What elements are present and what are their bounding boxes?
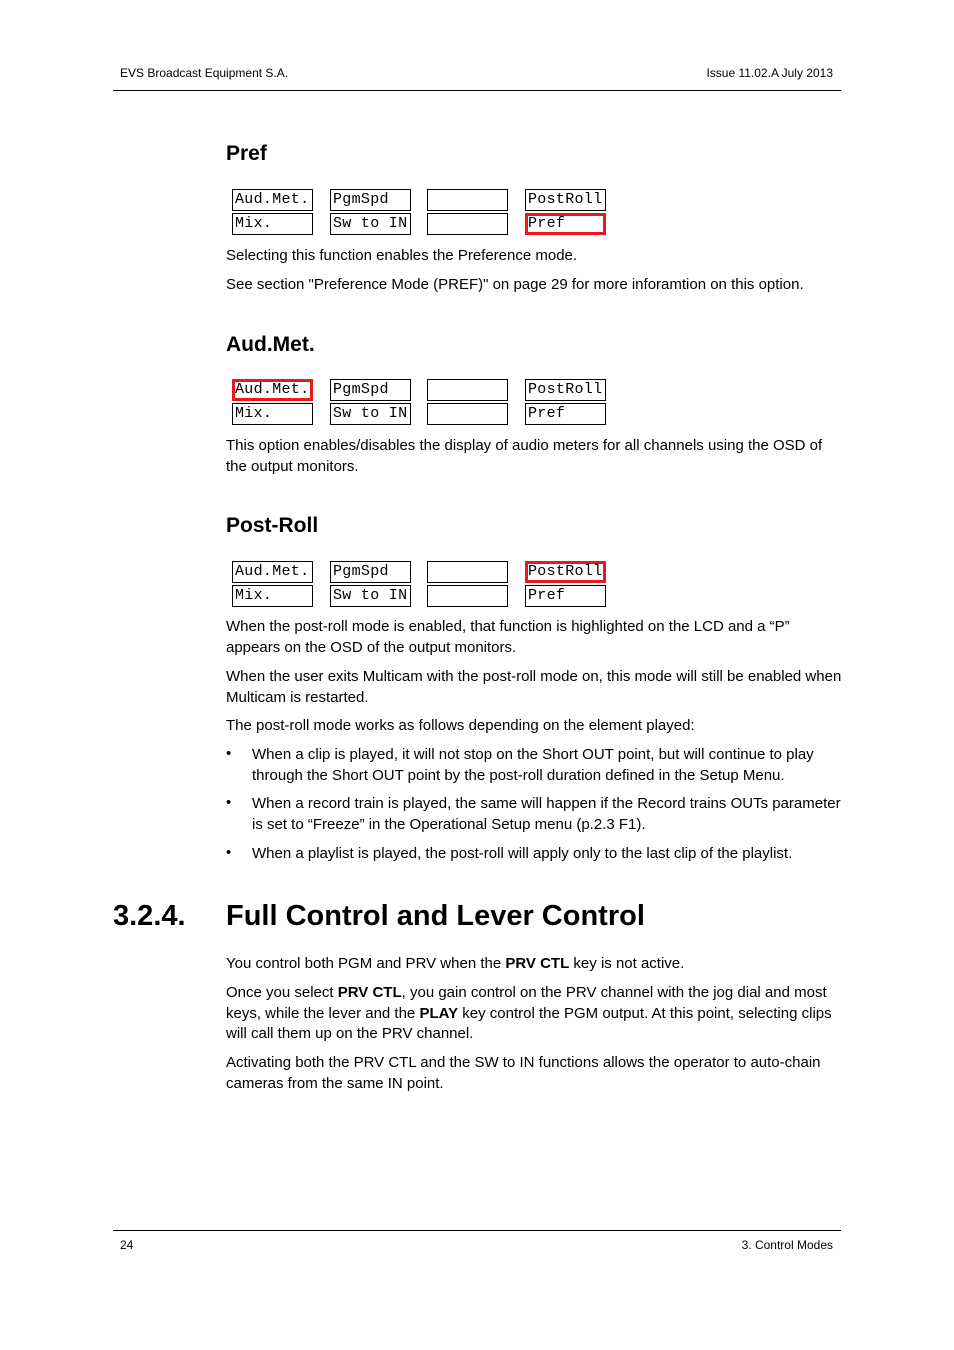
footer-chapter: 3. Control Modes <box>741 1238 833 1252</box>
pref-paragraph-1: Selecting this function enables the Preference mode. <box>226 247 578 264</box>
bullet-marker: • <box>226 745 232 762</box>
postroll-paragraph-3: The post-roll mode works as follows depending on the element played: <box>226 717 695 734</box>
bullet-item-playlist: When a playlist is played, the post-roll will apply only to the last clip of the playlist. <box>252 845 793 862</box>
lcd-key-empty <box>427 561 508 583</box>
lcd-key-swtoin: Sw to IN <box>330 585 411 607</box>
lcd-display-postroll <box>232 561 608 609</box>
section-number: 3.2.4. <box>113 900 186 932</box>
lcd-key-swtoin: Sw to IN <box>330 213 411 235</box>
bullet-marker: • <box>226 794 232 811</box>
lcd-key-pgmspd: PgmSpd <box>330 189 411 211</box>
bullet-item-record-train: When a record train is played, the same will happen if the Record trains OUTs parameter is set to “Freeze” in the Operational Setup menu (p.2.3 F1). <box>252 795 841 833</box>
section-paragraph-3: Activating both the PRV CTL and the SW to IN functions allows the operator to auto-chain cameras from the same IN point. <box>226 1054 821 1092</box>
lcd-key-pgmspd: PgmSpd <box>330 379 411 401</box>
footer-page-number: 24 <box>120 1238 134 1252</box>
section-title-pref: Pref <box>226 142 267 165</box>
postroll-paragraph-2: When the user exits Multicam with the post-roll mode on, this mode will still be enabled when Multicam is restarted. <box>226 668 842 706</box>
lcd-display-pref <box>232 189 608 237</box>
footer-divider <box>113 1230 841 1231</box>
header-issue: Issue 11.02.A July 2013 <box>706 66 833 80</box>
header-company: EVS Broadcast Equipment S.A. <box>120 66 289 80</box>
lcd-key-pref: Pref <box>525 585 606 607</box>
header-divider <box>113 90 841 91</box>
section-paragraph-1: You control both PGM and PRV when the PRV CTL key is not active. <box>226 955 685 972</box>
lcd-key-empty <box>427 213 508 235</box>
lcd-key-postroll-highlighted: PostRoll <box>525 561 606 583</box>
lcd-key-audmet: Aud.Met. <box>232 561 313 583</box>
lcd-key-postroll: PostRoll <box>525 189 606 211</box>
lcd-display-audmet <box>232 379 608 427</box>
lcd-key-mix: Mix. <box>232 213 313 235</box>
pref-paragraph-2: See section "Preference Mode (PREF)" on page 29 for more inforamtion on this option. <box>226 276 804 293</box>
lcd-key-mix: Mix. <box>232 585 313 607</box>
lcd-key-mix: Mix. <box>232 403 313 425</box>
lcd-key-empty <box>427 403 508 425</box>
key-prv-ctl: PRV CTL <box>337 984 402 1001</box>
lcd-key-swtoin: Sw to IN <box>330 403 411 425</box>
section-title: Full Control and Lever Control <box>226 900 645 932</box>
bullet-marker: • <box>226 844 232 861</box>
lcd-key-postroll: PostRoll <box>525 379 606 401</box>
lcd-key-empty <box>427 189 508 211</box>
lcd-key-audmet-highlighted: Aud.Met. <box>232 379 313 401</box>
section-title-audmet: Aud.Met. <box>226 333 315 356</box>
lcd-key-pgmspd: PgmSpd <box>330 561 411 583</box>
audmet-paragraph-1: This option enables/disables the display of audio meters for all channels using the OSD of the output monitors. <box>226 437 823 475</box>
key-prv-ctl: PRV CTL <box>505 955 570 972</box>
lcd-key-empty <box>427 379 508 401</box>
section-title-postroll: Post-Roll <box>226 514 319 537</box>
key-play: PLAY <box>419 1004 459 1022</box>
bullet-item-clip: When a clip is played, it will not stop on the Short OUT point, but will continue to play through the Short OUT point by the post-roll duration defined in the Setup Menu. <box>252 746 814 784</box>
lcd-key-empty <box>427 585 508 607</box>
lcd-key-pref-highlighted: Pref <box>525 213 606 235</box>
section-paragraph-2: Once you select PRV CTL, you gain control on the PRV channel with the jog dial and most keys, while the lever and the PLAY key control the PGM output. At this point, selecting clips will call them up on the PRV channel. <box>226 984 832 1042</box>
postroll-paragraph-1: When the post-roll mode is enabled, that function is highlighted on the LCD and a “P” appears on the OSD of the output monitors. <box>226 618 790 656</box>
lcd-key-pref: Pref <box>525 403 606 425</box>
lcd-key-audmet: Aud.Met. <box>232 189 313 211</box>
